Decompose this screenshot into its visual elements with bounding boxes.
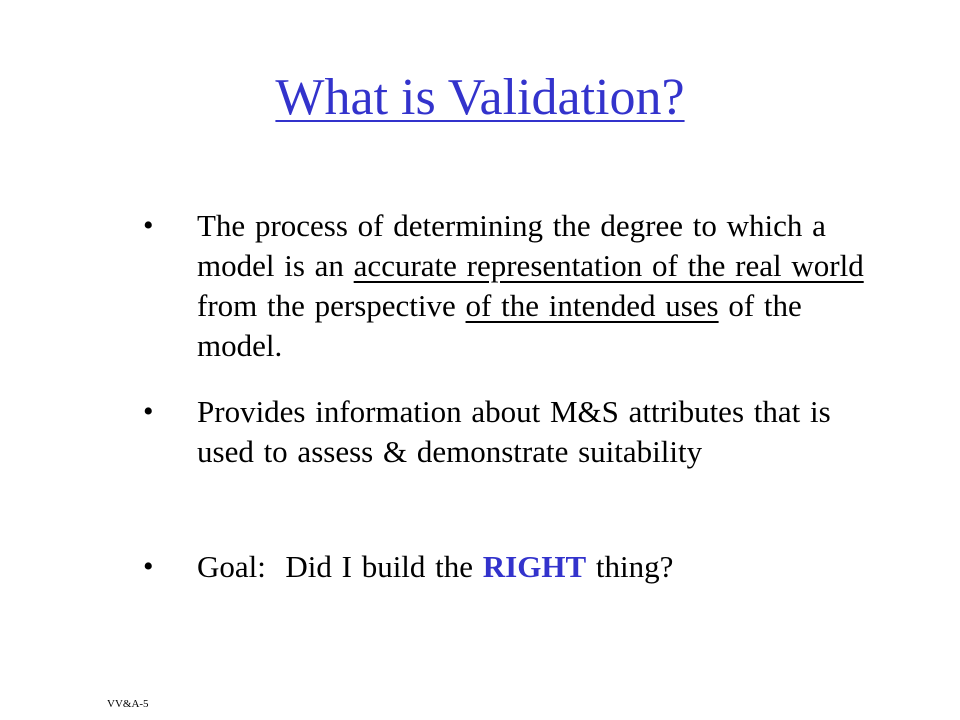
slide-title-text: What is Validation? xyxy=(275,69,685,126)
bullet-segment: The process of determining the degree to which a model is an xyxy=(197,208,826,283)
bullet-segment-underlined: of the intended uses xyxy=(465,288,719,323)
slide-footer-label: VV&A-5 xyxy=(107,698,149,710)
bullet-text-goal xyxy=(197,547,877,587)
bullet-text-definition xyxy=(197,206,877,366)
bullet-segment: Provides information about M&S attributes that is used to assess & demonstrate suitability xyxy=(197,394,831,469)
slide-title xyxy=(0,66,960,130)
bullet-segment: Goal: Did I build the xyxy=(197,549,483,584)
bullet-segment: from the perspective xyxy=(197,288,466,323)
bullet-text-information xyxy=(197,392,877,472)
bullet-segment-underlined: accurate representation of the real world xyxy=(353,248,864,283)
bullet-marker: • xyxy=(143,395,154,428)
bullet-marker: • xyxy=(143,209,154,242)
bullet-segment: of the model. xyxy=(197,288,802,363)
bullet-segment: thing? xyxy=(586,549,674,584)
bullet-marker: • xyxy=(143,550,154,583)
bullet-segment-emphasis: RIGHT xyxy=(482,549,587,584)
